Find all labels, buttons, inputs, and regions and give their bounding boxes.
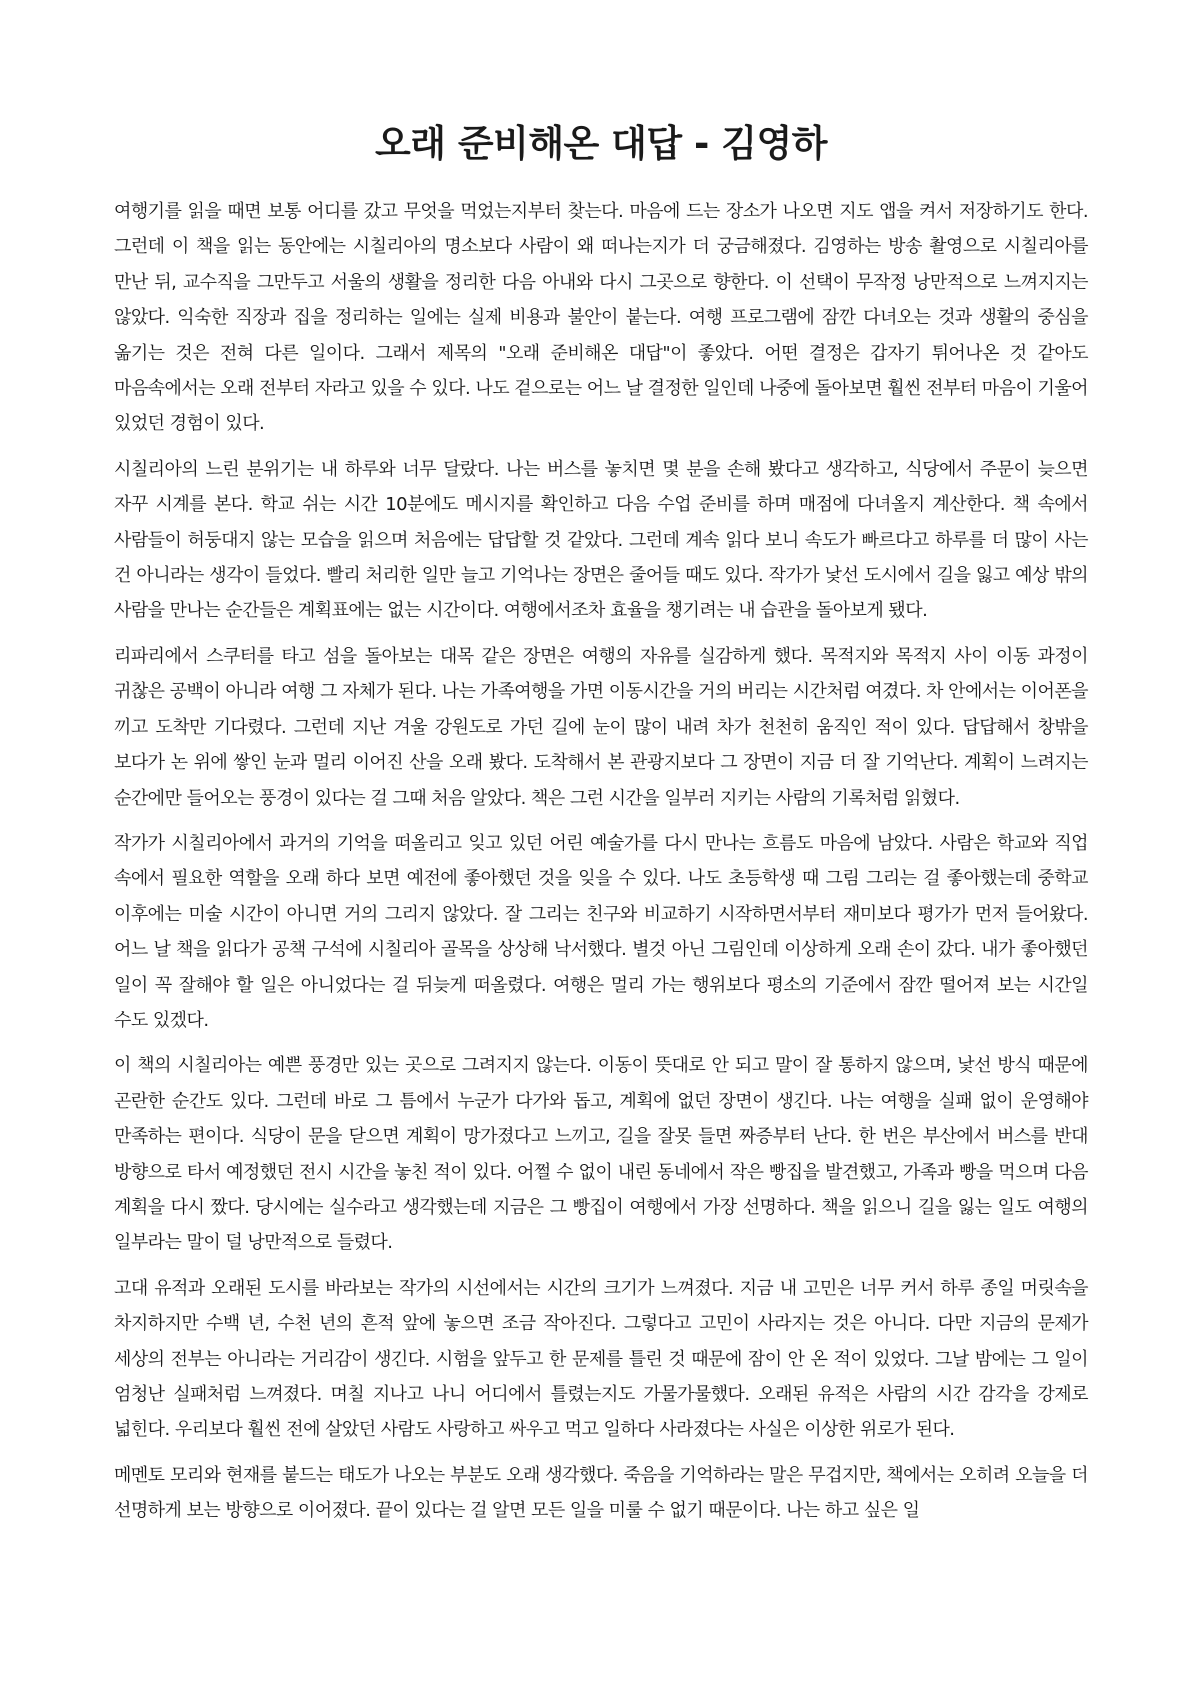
paragraph-4: 작가가 시칠리아에서 과거의 기억을 떠올리고 잊고 있던 어린 예술가를 다시 만나는 흐름도 마음에 남았다. 사람은 학교와 직업 속에서 필요한 역할을 오래 하다 보면 예전에 좋아했던 것을 잊을 수 있다. 나도 초등학생 때 그림 그리는 걸 좋아했는데 중학교 이후에는 미술 시간이 아니면 거의 그리지 않았다. 잘 그리는 친구와 비교하기 시작하면서부터 재미보다 평가가 먼저 들어왔다. 어느 날 책을 읽다가 공책 구석에 시칠리아 골목을 상상해 낙서했다. 별것 아닌 그림인데 이상하게 오래 손이 갔다. 내가 좋아했던 일이 꼭 잘해야 할 일은 아니었다는 걸 뒤늦게 떠올렸다. 여행은 멀리 가는 행위보다 평소의 기준에서 잠깐 떨어져 보는 시간일 수도 있겠다.	[114, 832, 1088, 1031]
paragraph-2: 시칠리아의 느린 분위기는 내 하루와 너무 달랐다. 나는 버스를 놓치면 몇 분을 손해 봤다고 생각하고, 식당에서 주문이 늦으면 자꾸 시계를 본다. 학교 쉬는 시간 10분에도 메시지를 확인하고 다음 수업 준비를 하며 매점에 다녀올지 계산한다. 책 속에서 사람들이 허둥대지 않는 모습을 읽으며 처음에는 답답할 것 같았다. 그런데 계속 읽다 보니 속도가 빠르다고 하루를 더 많이 사는 건 아니라는 생각이 들었다. 빨리 처리한 일만 늘고 기억나는 장면은 줄어들 때도 있다. 작가가 낯선 도시에서 길을 잃고 예상 밖의 사람을 만나는 순간들은 계획표에는 없는 시간이다. 여행에서조차 효율을 챙기려는 내 습관을 돌아보게 됐다.	[114, 458, 1088, 622]
document-title: 오래 준비해온 대답 - 김영하	[374, 122, 828, 165]
paragraph-3: 리파리에서 스쿠터를 타고 섬을 돌아보는 대목 같은 장면은 여행의 자유를 실감하게 했다. 목적지와 목적지 사이 이동 과정이 귀찮은 공백이 아니라 여행 그 자체가 된다. 나는 가족여행을 가면 이동시간을 거의 버리는 시간처럼 여겼다. 차 안에서는 이어폰을 끼고 도착만 기다렸다. 그런데 지난 겨울 강원도로 가던 길에 눈이 많이 내려 차가 천천히 움직인 적이 있다. 답답해서 창밖을 보다가 논 위에 쌓인 눈과 멀리 이어진 산을 오래 봤다. 도착해서 본 관광지보다 그 장면이 지금 더 잘 기억난다. 계획이 느려지는 순간에만 들어오는 풍경이 있다는 걸 그때 처음 알았다. 책은 그런 시간을 일부러 지키는 사람의 기록처럼 읽혔다.	[114, 645, 1088, 809]
paragraph-1: 여행기를 읽을 때면 보통 어디를 갔고 무엇을 먹었는지부터 찾는다. 마음에 드는 장소가 나오면 지도 앱을 켜서 저장하기도 한다. 그런데 이 책을 읽는 동안에는 시칠리아의 명소보다 사람이 왜 떠나는지가 더 궁금해졌다. 김영하는 방송 촬영으로 시칠리아를 만난 뒤, 교수직을 그만두고 서울의 생활을 정리한 다음 아내와 다시 그곳으로 향한다. 이 선택이 무작정 낭만적으로 느껴지지는 않았다. 익숙한 직장과 집을 정리하는 일에는 실제 비용과 불안이 붙는다. 여행 프로그램에 잠깐 다녀오는 것과 생활의 중심을 옮기는 것은 전혀 다른 일이다. 그래서 제목의 "오래 준비해온 대답"이 좋았다. 어떤 결정은 갑자기 튀어나온 것 같아도 마음속에서는 오래 전부터 자라고 있을 수 있다. 나도 겉으로는 어느 날 결정한 일인데 나중에 돌아보면 훨씬 전부터 마음이 기울어 있었던 경험이 있다.	[114, 201, 1088, 435]
paragraph-7: 메멘토 모리와 현재를 붙드는 태도가 나오는 부분도 오래 생각했다. 죽음을 기억하라는 말은 무겁지만, 책에서는 오히려 오늘을 더 선명하게 보는 방향으로 이어졌다. 끝이 있다는 걸 알면 모든 일을 미룰 수 없기 때문이다. 나는 하고 싶은 일	[114, 1464, 1088, 1522]
paragraph-6: 고대 유적과 오래된 도시를 바라보는 작가의 시선에서는 시간의 크기가 느껴졌다. 지금 내 고민은 너무 커서 하루 종일 머릿속을 차지하지만 수백 년, 수천 년의 흔적 앞에 놓으면 조금 작아진다. 그렇다고 고민이 사라지는 것은 아니다. 다만 지금의 문제가 세상의 전부는 아니라는 거리감이 생긴다. 시험을 앞두고 한 문제를 틀린 것 때문에 잠이 안 온 적이 있었다. 그날 밤에는 그 일이 엄청난 실패처럼 느껴졌다. 며칠 지나고 나니 어디에서 틀렸는지도 가물가물했다. 오래된 유적은 사람의 시간 감각을 강제로 넓힌다. 우리보다 훨씬 전에 살았던 사람도 사랑하고 싸우고 먹고 일하다 사라졌다는 사실은 이상한 위로가 된다.	[114, 1277, 1088, 1441]
paragraph-5: 이 책의 시칠리아는 예쁜 풍경만 있는 곳으로 그려지지 않는다. 이동이 뜻대로 안 되고 말이 잘 통하지 않으며, 낯선 방식 때문에 곤란한 순간도 있다. 그런데 바로 그 틈에서 누군가 다가와 돕고, 계획에 없던 장면이 생긴다. 나는 여행을 실패 없이 운영해야 만족하는 편이다. 식당이 문을 닫으면 계획이 망가졌다고 느끼고, 길을 잘못 들면 짜증부터 난다. 한 번은 부산에서 버스를 반대 방향으로 타서 예정했던 전시 시간을 놓친 적이 있다. 어쩔 수 없이 내린 동네에서 작은 빵집을 발견했고, 가족과 빵을 먹으며 다음 계획을 다시 짰다. 당시에는 실수라고 생각했는데 지금은 그 빵집이 여행에서 가장 선명하다. 책을 읽으니 길을 잃는 일도 여행의 일부라는 말이 덜 낭만적으로 들렸다.	[114, 1055, 1088, 1254]
